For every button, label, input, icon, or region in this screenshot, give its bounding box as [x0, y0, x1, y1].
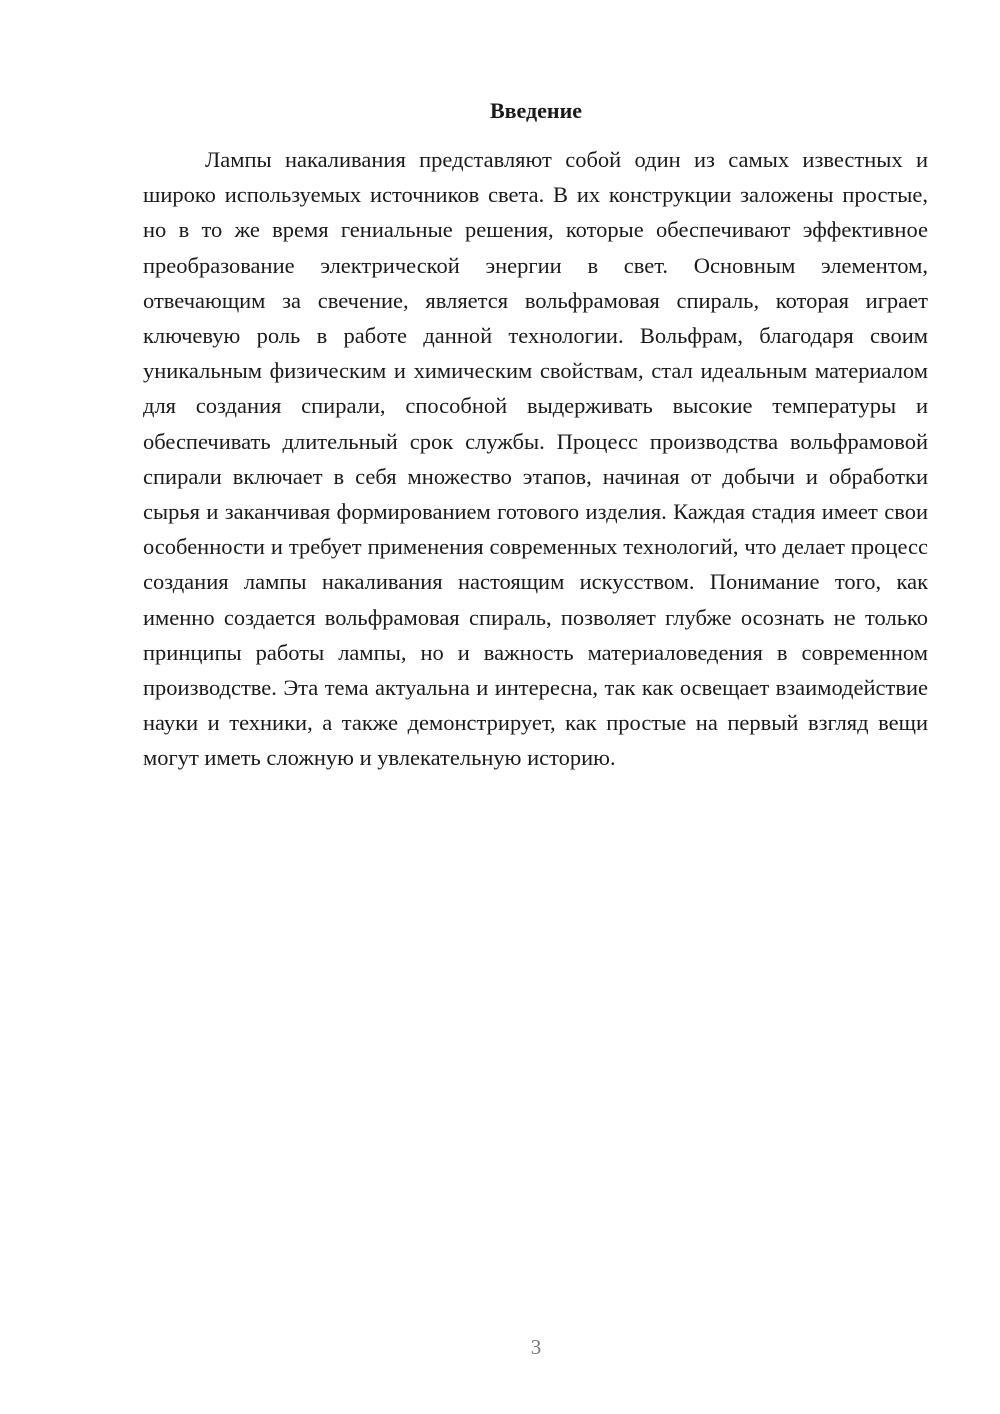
section-heading: Введение [489, 98, 583, 123]
body-paragraph: Лампы накаливания представляют собой один из самых известных и широко используемых источников света. В их конструкции заложены простые, но в то же время гениальные решения, которые обеспечивают эффективное преобразование электрической энергии в свет. Основным элементом, отвечающим за свечение, является вольфрамовая спираль, которая играет ключевую роль в работе данной технологии. Вольфрам, благодаря своим уникальным физическим и химическим свойствам, стал идеальным материалом для создания спирали, способной выдерживать высокие температуры и обеспечивать длительный срок службы. Процесс производства вольфрамовой спирали включает в себя множество этапов, начиная от добычи и обработки сырья и заканчивая формированием готового изделия. Каждая стадия имеет свои особенности и требует применения современных технологий, что делает процесс создания лампы накаливания настоящим искусством. Понимание того, как именно создается вольфрамовая спираль, позволяет глубже осознать не только принципы работы лампы, но и важность материаловедения в современном производстве. Эта тема актуальна и интересна, так как освещает взаимодействие науки и техники, а также демонстрирует, как простые на первый взгляд вещи могут иметь сложную и увлекательную историю. [143, 147, 928, 771]
page-number: 3 [530, 1335, 542, 1359]
